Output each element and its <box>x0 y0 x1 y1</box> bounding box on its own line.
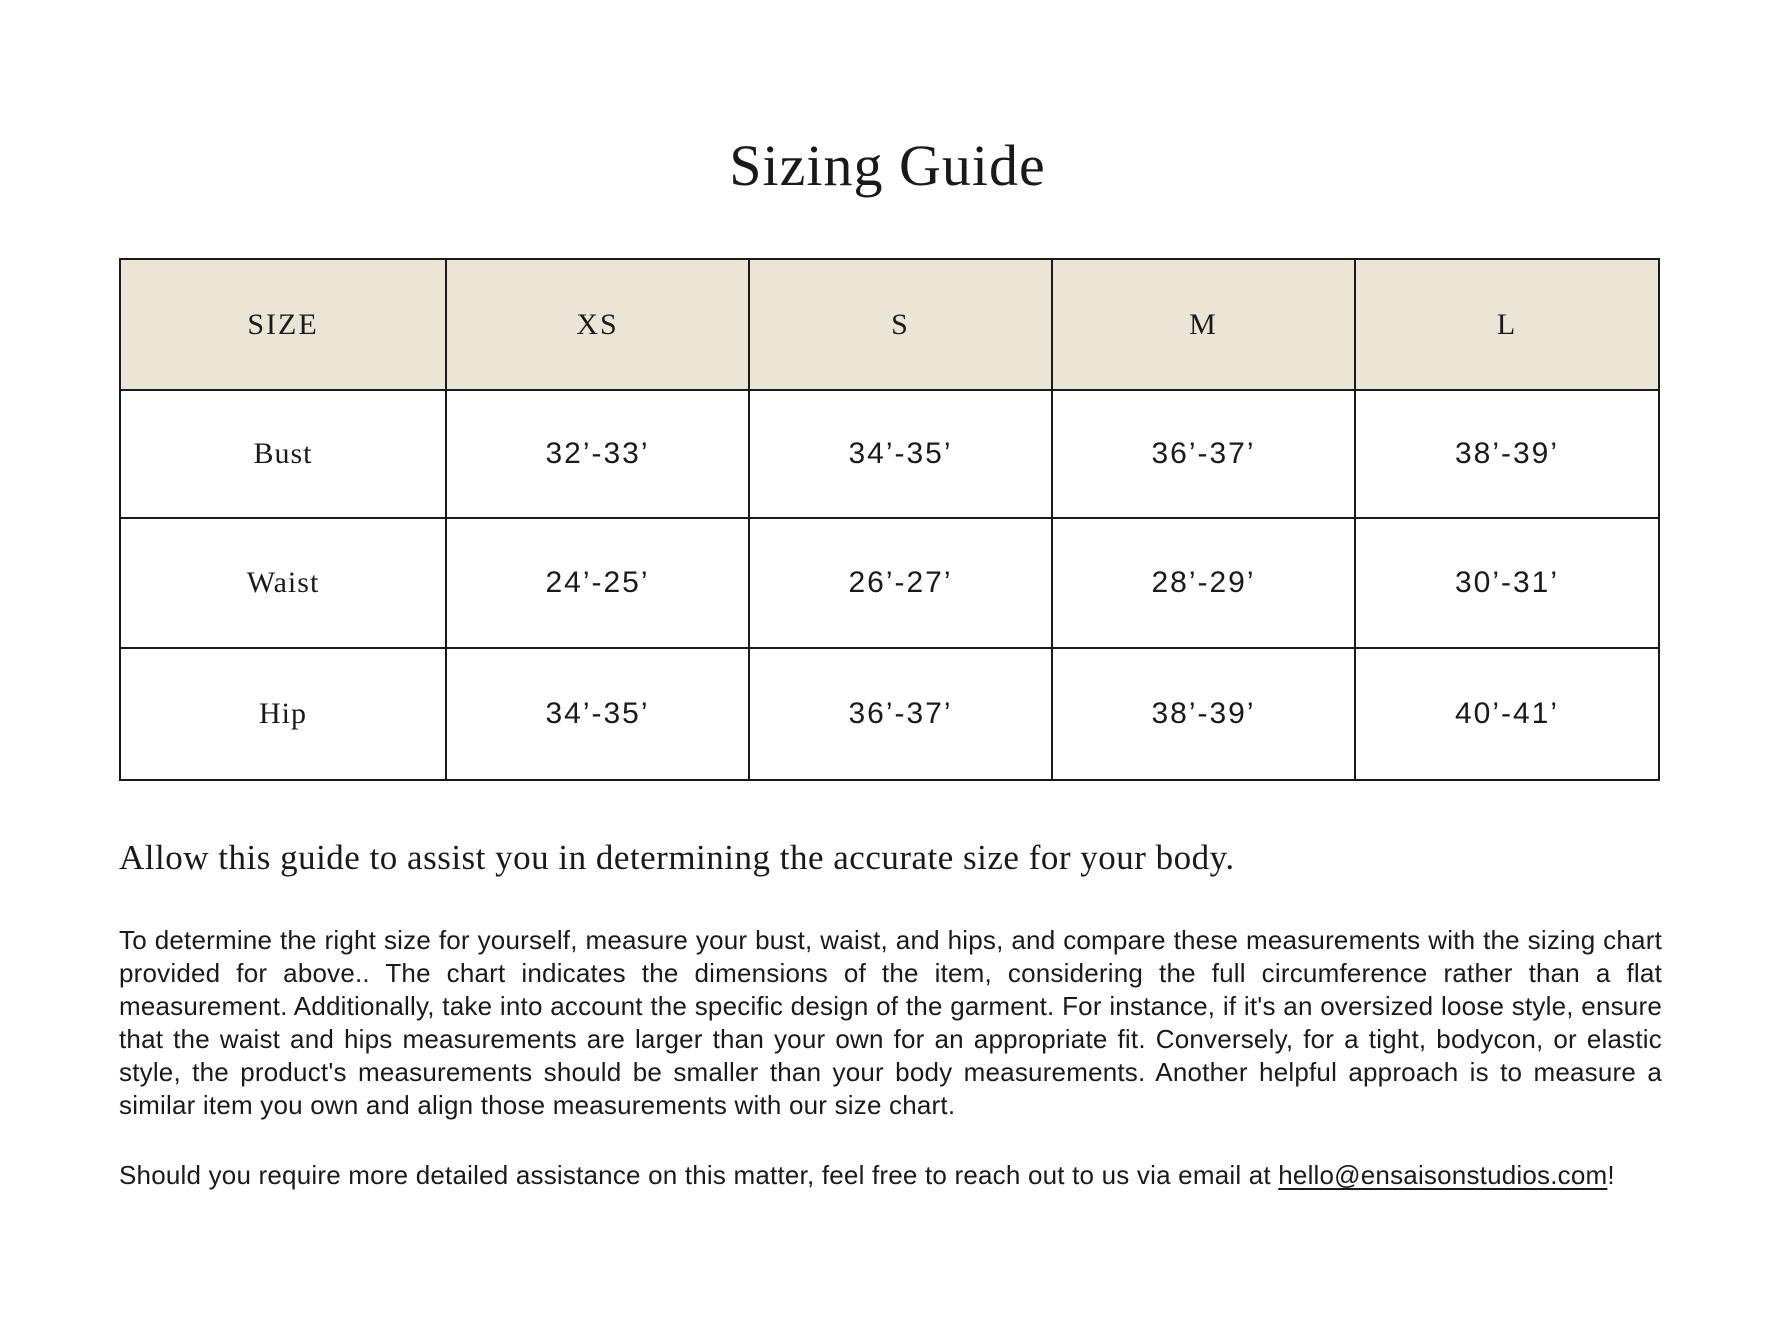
waist-s-value: 26’-27’ <box>750 519 1053 649</box>
bust-s-value: 34’-35’ <box>750 391 1053 519</box>
table-header-s: S <box>750 260 1053 391</box>
email-link[interactable]: hello@ensaisonstudios.com <box>1278 1160 1608 1190</box>
contact-prefix: Should you require more detailed assistance on this matter, feel free to reach out to us via email at <box>119 1160 1279 1190</box>
table-header-l: L <box>1356 260 1658 391</box>
hip-xs-value: 34’-35’ <box>447 649 750 779</box>
table-header-m: M <box>1053 260 1356 391</box>
waist-xs-value: 24’-25’ <box>447 519 750 649</box>
row-label-waist: Waist <box>121 519 447 649</box>
sizing-instructions-paragraph: To determine the right size for yourself, measure your bust, waist, and hips, and compare these measurements with the sizing chart provided for above.. The chart indicates the dimensions of the item, considering the full circumference rather than a flat measurement. Additionally, take into account the specific design of the garment. For instance, if it's an oversized loose style, ensure that the waist and hips measurements are larger than your own for an appropriate fit. Conversely, for a tight, bodycon, or elastic style, the product's measurements should be smaller than your body measurements. Another helpful approach is to measure a similar item you own and align those measurements with our size chart. <box>119 925 1662 1120</box>
bust-xs-value: 32’-33’ <box>447 391 750 519</box>
lead-sentence: Allow this guide to assist you in determining the accurate size for your body. <box>119 838 1235 877</box>
row-label-hip: Hip <box>121 649 447 779</box>
contact-suffix: ! <box>1607 1160 1615 1190</box>
row-label-bust: Bust <box>121 391 447 519</box>
waist-m-value: 28’-29’ <box>1053 519 1356 649</box>
bust-m-value: 36’-37’ <box>1053 391 1356 519</box>
hip-m-value: 38’-39’ <box>1053 649 1356 779</box>
contact-line <box>119 1160 1662 1191</box>
table-header-size: SIZE <box>121 260 447 391</box>
waist-l-value: 30’-31’ <box>1356 519 1658 649</box>
table-header-xs: XS <box>447 260 750 391</box>
hip-s-value: 36’-37’ <box>750 649 1053 779</box>
hip-l-value: 40’-41’ <box>1356 649 1658 779</box>
bust-l-value: 38’-39’ <box>1356 391 1658 519</box>
sizing-table <box>119 258 1660 781</box>
page-title: Sizing Guide <box>729 133 1046 198</box>
